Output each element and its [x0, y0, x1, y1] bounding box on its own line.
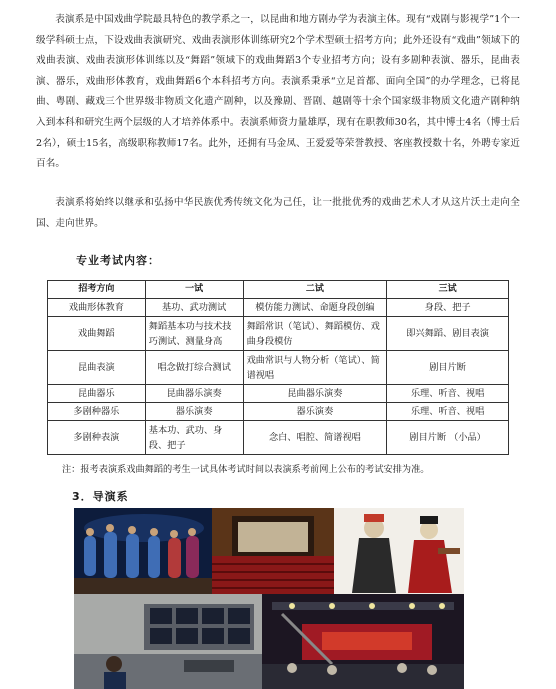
- cell-round-3: 乐理、听音、视唱: [387, 385, 509, 403]
- cell-round-2: 模仿能力测试、命题身段创编: [243, 299, 387, 317]
- cell-round-3: 剧目片断: [387, 351, 509, 385]
- table-header-row: [48, 281, 509, 299]
- directing-section-heading: 3．导演系: [72, 490, 129, 503]
- header-round-2: 二试: [243, 281, 387, 299]
- header-round-3: 三试: [387, 281, 509, 299]
- stage-filming-photo: [262, 594, 464, 689]
- header-direction: 招考方向: [48, 281, 146, 299]
- theater-hall-photo: [212, 508, 334, 596]
- header-round-1: 一试: [145, 281, 243, 299]
- exam-note: 注：报考表演系戏曲舞蹈的考生一试具体考试时间以表演系考前网上公布的考试安排为准。: [62, 464, 430, 475]
- cell-round-1: 基功、武功测试: [145, 299, 243, 317]
- cell-direction: 昆曲表演: [48, 351, 146, 385]
- cell-round-1: 舞蹈基本功与技术技巧测试、测量身高: [145, 317, 243, 351]
- intro-paragraph-1: 表演系是中国戏曲学院最具特色的教学系之一，以昆曲和地方剧办学为表演主体。现有“戏剧与影视学”1个一级学科硕士点，下设戏曲表演研究、戏曲表演形体训练研究2个学术型硕士招考方向；此外还设有“戏曲”领域下的戏曲表演、戏曲表演形体训练以及“舞蹈”领域下的戏曲舞蹈3个专业招考方向；设有多剧种表演、器乐，昆曲表演、器乐，戏曲形体教育，戏曲舞蹈6个本科招考方向。表演系秉承“立足首都、面向全国”的办学理念，已将昆曲、粤剧、藏戏三个世界级非物质文化遗产剧种，以及豫剧、晋剧、越剧等十余个国家级非物质文化遗产剧种纳入到本科和研究生两个层级的人才培养体系中。表演系师资力量雄厚，现有在职教师30名，其中博士4名（博士后2名），硕士15名，高级职称教师17名。此外，还拥有马金凤、王爱爱等荣誉教授、客座教授数十名，外聘专家近百名。: [36, 14, 520, 170]
- table-row: [48, 421, 509, 455]
- cell-round-1: 基本功、武功、身段、把子: [145, 421, 243, 455]
- table-row: [48, 385, 509, 403]
- cell-round-2: 念白、唱腔、简谱视唱: [243, 421, 387, 455]
- cell-round-2: 器乐演奏: [243, 403, 387, 421]
- cell-round-2: 舞蹈常识（笔试）、舞蹈模仿、戏曲身段模仿: [243, 317, 387, 351]
- cell-direction: 戏曲形体教育: [48, 299, 146, 317]
- table-row: [48, 351, 509, 385]
- cell-round-3: 乐理、听音、视唱: [387, 403, 509, 421]
- cell-round-1: 昆曲器乐演奏: [145, 385, 243, 403]
- intro-paragraph-2: 表演系将始终以继承和弘扬中华民族优秀传统文化为己任，让一批批优秀的戏曲艺术人才从这片沃土走向全国、走向世界。: [36, 197, 520, 229]
- table-row: [48, 403, 509, 421]
- cell-round-3: 身段、把子: [387, 299, 509, 317]
- table-row: [48, 299, 509, 317]
- cell-direction: 昆曲器乐: [48, 385, 146, 403]
- exam-section-heading: 专业考试内容：: [76, 254, 160, 267]
- cell-round-3: 即兴舞蹈、剧目表演: [387, 317, 509, 351]
- cell-round-2: 戏曲常识与人物分析（笔试）、简谱视唱: [243, 351, 387, 385]
- cell-direction: 多剧种器乐: [48, 403, 146, 421]
- cell-direction: 戏曲舞蹈: [48, 317, 146, 351]
- cell-round-2: 昆曲器乐演奏: [243, 385, 387, 403]
- opera-costume-photo: [334, 508, 464, 596]
- cell-direction: 多剧种表演: [48, 421, 146, 455]
- dance-performance-photo: [74, 508, 212, 596]
- control-room-photo: [74, 594, 262, 689]
- cell-round-1: 唱念做打综合测试: [145, 351, 243, 385]
- table-row: [48, 317, 509, 351]
- cell-round-1: 器乐演奏: [145, 403, 243, 421]
- cell-round-3: 剧目片断 （小品）: [387, 421, 509, 455]
- exam-table: [47, 280, 509, 455]
